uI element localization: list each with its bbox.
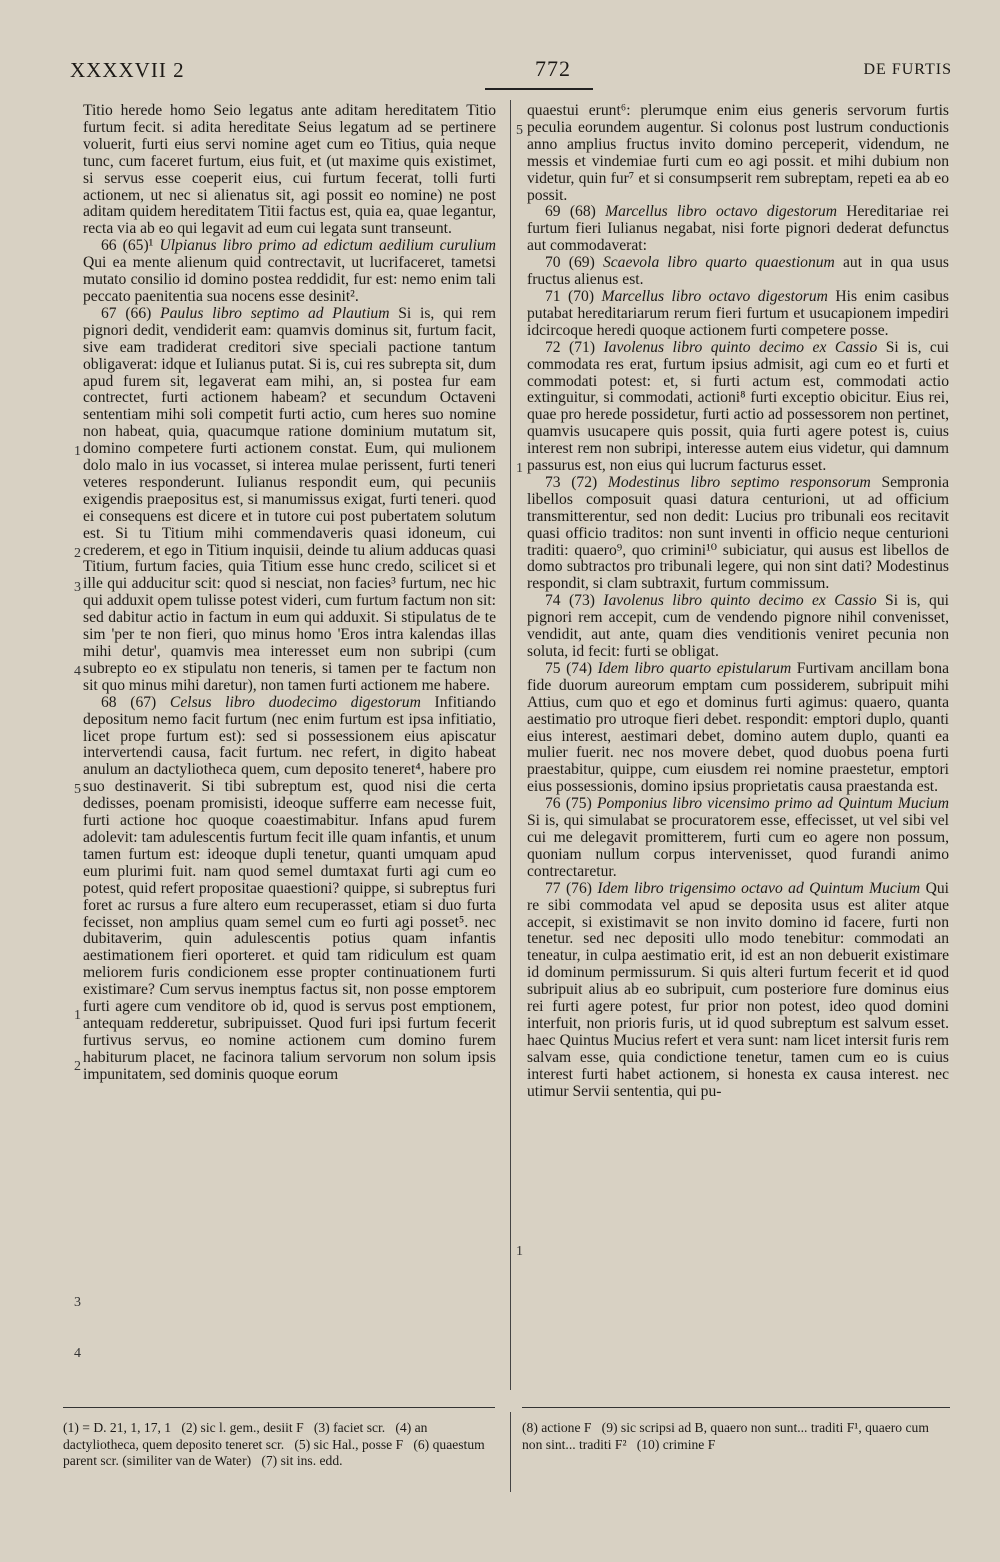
- footnotes-left: [63, 1420, 495, 1470]
- entry-72: [527, 340, 949, 475]
- entry-number: 75 (74): [545, 659, 593, 677]
- entry-author: Ulpianus libro primo ad edictum aedilium curulium: [159, 237, 496, 255]
- footnote: (6) quaestum parent scr. (similiter van de Water): [63, 1436, 485, 1468]
- line-number: 2: [74, 546, 81, 561]
- entry-66: [83, 238, 496, 306]
- header-book-number: XXXXVII 2: [70, 58, 185, 82]
- footnote: (3) faciet scr.: [313, 1420, 386, 1435]
- entry-number: 69 (68): [545, 203, 596, 221]
- footnote-divider: [510, 1412, 511, 1492]
- paragraph-text: quaestui erunt⁶: plerumque enim eius generis servorum furtis peculia eorundem augentur. Si colonus post lustrum conductionis anno amplius fructus invito domino perceperit, videndum, ne messis et vindemiae furti cum eo agi possit. et mihi dubium non videtur, quin fur⁷ et si consumpserit rem subreptam, repeti ea ab eo possit.: [527, 102, 949, 204]
- entry-number: 68 (67): [101, 693, 157, 711]
- footnote: (8) actione F: [522, 1420, 592, 1435]
- page-number: 772: [535, 56, 571, 81]
- line-number: 2: [74, 1059, 81, 1074]
- line-number: 3: [74, 580, 81, 595]
- entry-number: 67 (66): [101, 304, 152, 322]
- entry-text: Qui re sibi commodata vel apud se deposita usus est aliter atque accepit, si existimavit se non invito domino id facere, furti non tenetur. sed nec depositi ullo modo tenebitur: commodati an teneatur, in culpa aestimatio erit, id est an non debuerit existimare id dominum permissurum. Si quis alteri furtum fecerit et id quod subripuit alius ab eo subripuit, cum posteriore fure dominus eius rei furti agere potest, fur prior non potest, ideo quod domini interfuit, non prioris furis, ut id quod subreptum est salvum esset. haec Quintus Mucius refert et vera sunt: nam licet intersit furis rem salvam esse, quia condictione tenetur, tamen cum eo is cuius interest furti habet actionem, si honesta ex causa interest. nec utimur Servii sententia, qui pu-: [527, 879, 949, 1100]
- entry-67: [83, 306, 496, 695]
- footnote: (9) sic scripsi ad B, quaero non sunt... traditi F¹, quaero cum non sint... traditi F²: [522, 1420, 929, 1452]
- entry-author: Iavolenus libro quinto decimo ex Cassio: [603, 592, 877, 610]
- header-rule: [485, 88, 593, 90]
- entry-69: [527, 204, 949, 255]
- footnote-rule-left: [63, 1407, 495, 1408]
- entry-author: Iavolenus libro quinto decimo ex Cassio: [603, 338, 878, 356]
- entry-author: Pomponius libro vicensimo primo ad Quintum Mucium: [596, 795, 949, 813]
- entry-71: [527, 289, 949, 340]
- entry-75: [527, 661, 949, 796]
- entry-text: aut in qua usus fructus alienus est.: [527, 254, 949, 289]
- line-number: 1: [74, 1008, 81, 1023]
- line-number: 4: [74, 1346, 81, 1361]
- line-number: 4: [74, 664, 81, 679]
- entry-text: Infitiando depositum nemo facit furtum (nec enim furtum est ipsa infitiatio, licet prope furtum est): sed si possessionem eius apiscatur intervertendi causa, facit furtum. nec refert, in digito habeat anulum an dactyliotheca quem, cum deposito teneret⁴, habere pro suo destinaverit. Si tibi subreptum est, quod nisi die certa dedisses, poenam promisisti, ideoque sufferre eam necesse fuit, furti actione hoc quoque coaestimabitur. Infans apud furem adolevit: tam adulescentis furtum fecit ille quam infantis, et unum tamen furtum est: ideoque dupli tenetur, quanti umquam apud eum plurimi fuit. nam quod semel dumtaxat furti agi cum eo potest, quid refert propositae quaestioni? quippe, si subreptus furi foret ac rursus a fure altero eum recuperasset, etiam si duo furta fecisset, non amplius quam semel cum eo furti agi posset⁵. nec dubitaverim, quin adulescentis potius quam infantis aestimationem fieri oporteret. et quid tam ridiculum est quam meliorem furis condicionem esse propter continuationem furti existimare? Cum servus inemptus factus sit, non posse emptorem furti agere cum venditore ob id, quod is servus post emptionem, antequam redderetur, subripuisset. Quod furi ipsi furtum fecerit furtivus servus, eo nomine actionem cum domino furem habiturum placet, ne facinora talium servorum non solum ipsis impunitatem, sed dominis quoque eorum: [83, 693, 497, 1083]
- entry-text: Furtivam ancillam bona fide duorum aureorum emptam cum possiderem, subripuit mihi Attius, cum quo et ego et dominus furti agimus: quaero, quanta aestimatio pro utroque fieri debet. respondit: emptori duplo, quanti eius interest, aestimari debet, domino autem duplo, quanti ea mulier fuerit. nec nos movere debet, quod duobus poena furti praestabitur, quippe, cum eiusdem rei nomine praestetur, emptori eius possessionis, domino ipsius proprietatis causa praestanda est.: [527, 659, 949, 796]
- entry-text: His enim casibus putabat hereditariarum rerum fieri furtum et usucapionem impediri idcircoque heredi quoque actionem furti competere posse.: [527, 287, 949, 339]
- footnote: (7) sit ins. edd.: [261, 1453, 343, 1468]
- entry-author: Scaevola libro quarto quaestionum: [602, 254, 835, 272]
- footnotes-right: [522, 1420, 950, 1453]
- entry-text: Qui ea mente alienum quid contrectavit, ut lucrifaceret, tametsi mutato consilio id domino postea reddidit, fur est: nemo enim tali peccato paenitentia sua nocens esse desinit².: [83, 254, 496, 305]
- footnote: (4) an dactyliotheca, quem deposito teneret scr.: [63, 1420, 428, 1452]
- paragraph: [527, 103, 949, 204]
- entry-73: [527, 475, 949, 593]
- entry-number: 66 (65)¹: [101, 237, 154, 255]
- entry-number: 74 (73): [545, 592, 595, 610]
- line-number: 5: [74, 782, 81, 797]
- entry-author: Marcellus libro octavo digestorum: [605, 203, 837, 221]
- entry-76: [527, 796, 949, 881]
- left-column: [83, 103, 496, 1084]
- entry-text: Si is, qui pignori rem accepit, cum de vendendo pignore nihil convenisset, vendidit, aut ante, quam dies venditionis veniret pecunia non soluta, id fecit: furti se obligat.: [527, 592, 949, 660]
- line-number: 1: [516, 1244, 523, 1259]
- entry-author: Idem libro quarto epistularum: [597, 659, 792, 677]
- entry-author: Idem libro trigensimo octavo ad Quintum Mucium: [597, 879, 921, 897]
- line-number: 5: [516, 123, 523, 138]
- entry-number: 72 (71): [545, 338, 596, 356]
- column-divider: [510, 100, 511, 1390]
- entry-number: 71 (70): [545, 287, 595, 305]
- footnote-rule-right: [522, 1407, 950, 1408]
- footnote: (5) sic Hal., posse F: [294, 1436, 404, 1452]
- entry-author: Modestinus libro septimo responsorum: [607, 473, 871, 491]
- entry-number: 76 (75): [545, 795, 592, 813]
- page-header: [70, 58, 952, 88]
- entry-author: Paulus libro septimo ad Plautium: [160, 304, 390, 322]
- entry-number: 77 (76): [545, 879, 592, 897]
- entry-text: Si is, qui rem pignori dedit, vendiderit eam: quamvis dominus sit, furtum facit, sive eam tradiderat creditori sive speciali pactione tantum obligaverat: idque et Iulianus putat. Si is, cui res subrepta sit, dum apud furem sit, legaverat eam mihi, an, si postea fur eam contrectet, furti actionem habeam? et secundum Octaveni sententiam mihi soli competit furti actio, cum heres suo nomine non habeat, quia, quacumque ratione dominium mutatum sit, domino competere furti actionem constat. Eum, qui mulionem dolo malo in ius vocasset, si interea mulae perissent, furti teneri veteres responderunt. Iulianus respondit eum, qui pecuniis exigendis praepositus est, si manumissus exigat, furti teneri. quod ei consequens est dicere et in tutore cui post pubertatem solutum est. Si tu Titium mihi commendaveris quasi idoneum, cui crederem, et ego in Titium inquisii, deinde tu alium adducas quasi Titium, furtum facies, quia Titium esse hunc credo, scilicet si et ille qui adducitur scit: quod si nesciat, non facies³ furtum, nec hic qui adduxit opem tulisse potest videri, cum furtum factum non sit: sed dabitur actio in factum in eum qui adduxit. Si stipulatus de te sim 'per te non fieri, quo minus homo 'Eros intra kalendas illas mihi detur', quamvis mea interesset eum non subripi (cum subrepto eo ex stipulatu non teneris, si tamen per te factum non sit quo minus mihi daretur), non tamen furti actionem me habere.: [83, 304, 496, 694]
- line-number: 1: [74, 444, 81, 459]
- entry-77: [527, 881, 949, 1101]
- line-number: 1: [516, 461, 523, 476]
- entry-author: Celsus libro duodecimo digestorum: [169, 693, 421, 711]
- footnote: (10) crimine F: [636, 1436, 716, 1452]
- entry-text: Sempronia libellos composuit quasi datura centurioni, ut ad officium transmitterentur, sed non dedit: Lucius pro tribunali eos recitavit quasi officio traditos: non sunt inventi in officio neque centurioni traditi: quaero⁹, quo crimini¹⁰ subiciatur, qui ausus est libellos de domo subtractos pro tribunali legere, qui non sint dati? Modestinus respondit, si clam subtraxit, furtum commissum.: [527, 473, 949, 593]
- entry-68: [83, 695, 496, 1084]
- entry-author: Marcellus libro octavo digestorum: [601, 287, 828, 305]
- entry-74: [527, 593, 949, 661]
- header-title: DE FURTIS: [863, 61, 952, 78]
- entry-text: Si is, cui commodata res erat, furtum ipsius admisit, agi cum eo et furti et commodati potest: et, si furti actum est, commodati actio extinguitur, si commodati, actioni⁸ furti exceptio obicitur. Eius rei, quae pro herede possidetur, furti actio ad possessorem non pertinet, quamvis usucapere quis possit, quia furti agere potest is, cuius interest rem non subripi, interesse autem eius videtur, qui damnum passurus est, non eius qui lucrum facturus esset.: [527, 338, 949, 475]
- footnote: (1) = D. 21, 1, 17, 1: [63, 1420, 172, 1435]
- entry-number: 73 (72): [545, 473, 598, 491]
- paragraph: [83, 103, 496, 238]
- line-number: 3: [74, 1295, 81, 1310]
- paragraph-text: Titio herede homo Seio legatus ante aditam hereditatem Titio furtum fecit. si adita hereditate Seius legatum ad se pertinere voluerit, furti eius servi nomine aget cum eo Titius, quia neque tunc, cum faceret furtum, eius fuit, et (ut maxime quis existimet, si servus esse coeperit eius, cui furtum fecerat, tolli furti actionem, ut nec si alienatus sit, agi possit eo nomine) ne post aditam quidem hereditatem Titii factus est, quia ea, quae legantur, recta via ab eo qui legavit ad eum cui legata sunt transeunt.: [83, 102, 496, 238]
- entry-number: 70 (69): [545, 254, 595, 272]
- entry-text: Hereditariae rei furtum fieri Iulianus negabat, nisi forte pignori dederat defunctus aut commodaverat:: [527, 203, 949, 255]
- footnote: (2) sic l. gem., desiit F: [181, 1420, 304, 1435]
- entry-70: [527, 255, 949, 289]
- entry-text: Si is, qui simulabat se procuratorem esse, effecisset, ut vel sibi vel cui me delegavit promitterem, furti cum eo agere non possum, quoniam nullum corpus intervenisset, quod furandi animo contrectaretur.: [527, 812, 949, 880]
- right-column: [527, 103, 949, 1100]
